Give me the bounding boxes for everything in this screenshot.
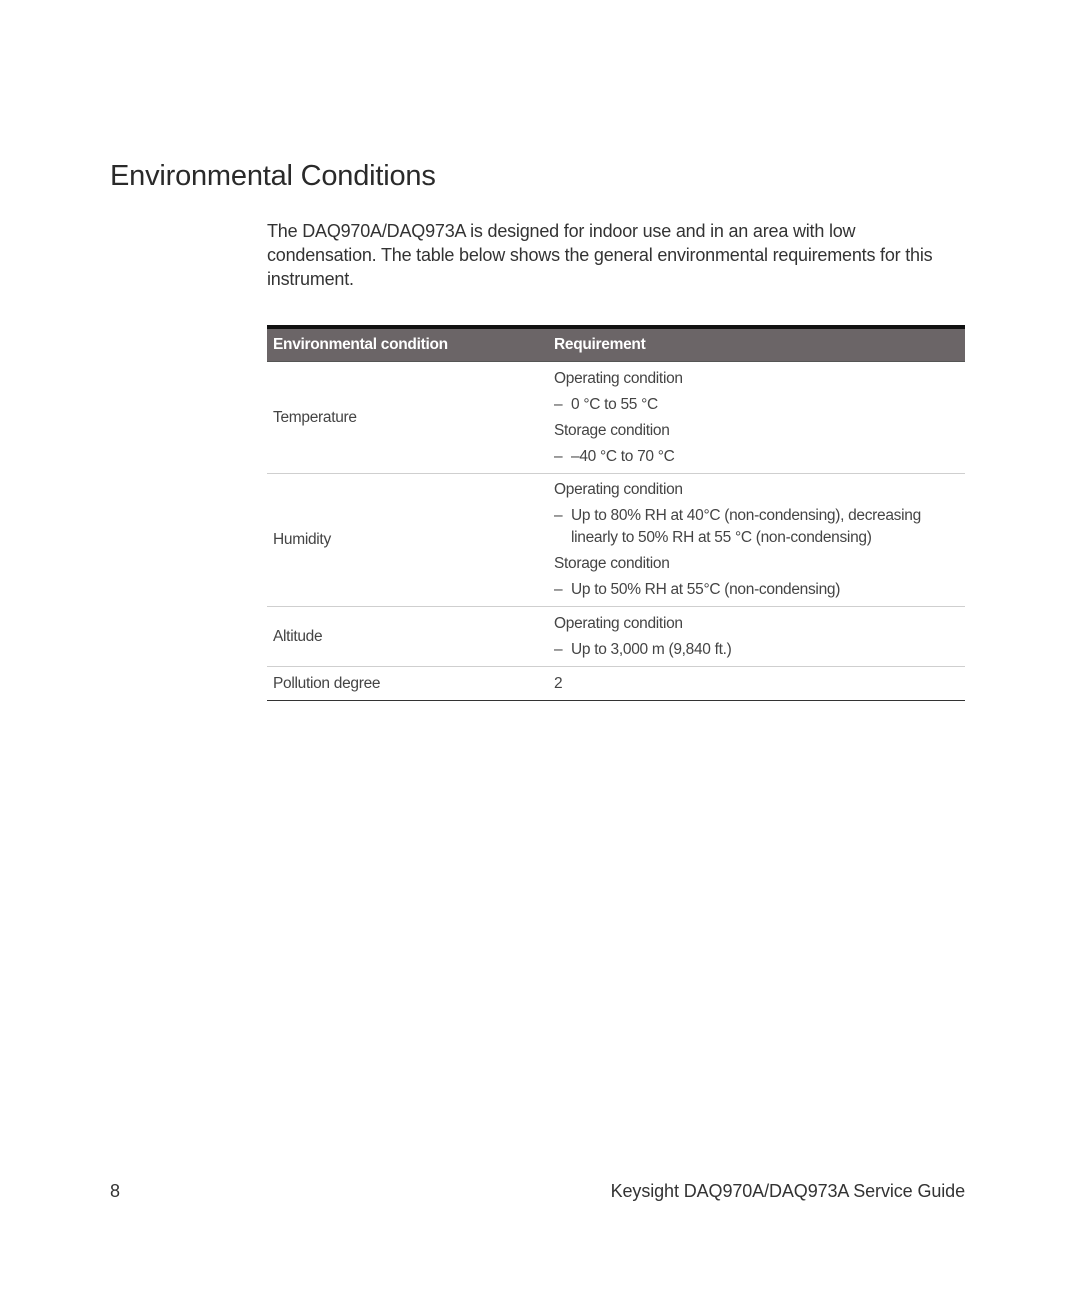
footer-document-title: Keysight DAQ970A/DAQ973A Service Guide [610, 1181, 965, 1201]
requirement-cell [548, 362, 965, 474]
operating-condition-label: Operating condition [554, 369, 683, 387]
storage-condition-value: – –40 °C to 70 °C [554, 446, 959, 468]
header-requirement: Requirement [548, 327, 965, 362]
table-row-pollution-degree [267, 667, 965, 701]
table-header-row [267, 327, 965, 362]
header-environmental-condition: Environmental condition [267, 327, 548, 362]
condition-cell: Temperature [273, 408, 357, 426]
storage-condition-label: Storage condition [554, 555, 670, 572]
operating-condition-label: Operating condition [554, 614, 683, 632]
condition-cell: Altitude [267, 607, 548, 667]
table-row-altitude [267, 607, 965, 667]
condition-cell: Humidity [267, 474, 548, 607]
operating-condition-value: – Up to 80% RH at 40°C (non-condensing), decreasing linearly to 50% RH at 55 °C (non-condensing) [554, 505, 959, 549]
condition-cell: Pollution degree [267, 667, 548, 701]
page-title: Environmental Conditions [110, 160, 436, 192]
operating-condition-value: – Up to 3,000 m (9,840 ft.) [554, 639, 959, 661]
table-row-temperature [267, 362, 965, 474]
storage-condition-label: Storage condition [554, 421, 670, 439]
requirement-cell [548, 607, 965, 667]
intro-paragraph: The DAQ970A/DAQ973A is designed for indoor use and in an area with low condensation. The table below shows the general environmental requirements for this instrument. [267, 221, 933, 289]
operating-condition-label: Operating condition [554, 481, 683, 498]
operating-condition-value: – 0 °C to 55 °C [554, 394, 959, 416]
environmental-conditions-table [267, 325, 965, 701]
storage-condition-value: – Up to 50% RH at 55°C (non-condensing) [554, 579, 959, 601]
table-row-humidity [267, 474, 965, 607]
page-number: 8 [110, 1181, 121, 1201]
requirement-cell [548, 474, 965, 607]
requirement-cell: 2 [548, 667, 965, 701]
